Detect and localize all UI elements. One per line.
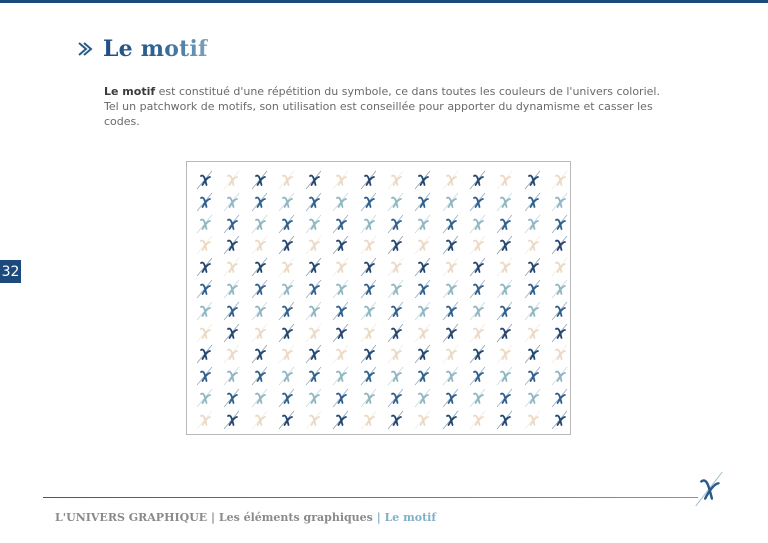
brand-symbol-icon (222, 214, 242, 234)
brand-symbol-icon (495, 410, 515, 430)
brand-symbol-icon (277, 323, 297, 343)
brand-symbol-icon (195, 344, 215, 364)
brand-symbol-icon (331, 279, 351, 299)
brand-symbol-icon (495, 279, 515, 299)
page-number-tab (0, 260, 21, 283)
brand-symbol-icon (386, 366, 406, 386)
brand-symbol-icon (277, 170, 297, 190)
brand-symbol-icon (222, 410, 242, 430)
brand-symbol-icon (413, 388, 433, 408)
brand-symbol-icon (195, 323, 215, 343)
brand-symbol-icon (277, 257, 297, 277)
brand-symbol-icon (250, 344, 270, 364)
brand-symbol-icon (523, 366, 543, 386)
brand-symbol-icon (359, 323, 379, 343)
brand-symbol-icon (468, 257, 488, 277)
brand-symbol-icon (195, 192, 215, 212)
brand-symbol-icon (495, 301, 515, 321)
brand-symbol-icon (523, 323, 543, 343)
brand-symbol-icon (304, 192, 324, 212)
brand-symbol-icon (359, 279, 379, 299)
brand-symbol-icon (523, 344, 543, 364)
brand-symbol-icon (523, 257, 543, 277)
brand-symbol-icon (359, 410, 379, 430)
brand-symbol-icon (468, 170, 488, 190)
brand-symbol-icon (495, 170, 515, 190)
brand-symbol-icon (468, 366, 488, 386)
brand-symbol-icon (413, 323, 433, 343)
brand-symbol-icon (413, 301, 433, 321)
brand-symbol-icon (441, 388, 461, 408)
brand-symbol-icon (304, 366, 324, 386)
brand-symbol-icon (413, 235, 433, 255)
brand-symbol-icon (468, 323, 488, 343)
brand-symbol-icon (195, 388, 215, 408)
brand-symbol-icon (550, 366, 570, 386)
brand-symbol-icon (495, 323, 515, 343)
breadcrumb-separator: | (372, 511, 385, 524)
brand-symbol-icon (495, 192, 515, 212)
brand-symbol-icon (359, 170, 379, 190)
brand-symbol-icon (277, 301, 297, 321)
brand-symbol-icon (359, 235, 379, 255)
brand-symbol-icon (277, 192, 297, 212)
pattern-preview-box (186, 161, 571, 435)
brand-symbol-icon (690, 470, 728, 508)
brand-symbol-icon (468, 410, 488, 430)
brand-symbol-icon (195, 279, 215, 299)
brand-symbol-icon (250, 279, 270, 299)
brand-symbol-icon (413, 257, 433, 277)
brand-symbol-icon (523, 410, 543, 430)
brand-symbol-icon (523, 170, 543, 190)
brand-symbol-icon (386, 344, 406, 364)
brand-symbol-icon (195, 214, 215, 234)
brand-symbol-icon (441, 410, 461, 430)
brand-symbol-icon (413, 192, 433, 212)
breadcrumb-subsection: Les éléments graphiques (218, 511, 373, 524)
brand-symbol-icon (468, 192, 488, 212)
brand-symbol-icon (386, 192, 406, 212)
brand-symbol-icon (413, 366, 433, 386)
brand-symbol-icon (277, 410, 297, 430)
footer-breadcrumb (55, 511, 436, 524)
brand-symbol-icon (413, 214, 433, 234)
brand-symbol-icon (250, 323, 270, 343)
brand-symbol-icon (441, 170, 461, 190)
brand-symbol-icon (359, 257, 379, 277)
brand-symbol-icon (277, 279, 297, 299)
brand-symbol-icon (331, 170, 351, 190)
brand-symbol-icon (331, 344, 351, 364)
brand-symbol-icon (386, 301, 406, 321)
brand-symbol-icon (195, 235, 215, 255)
brand-symbol-icon (523, 301, 543, 321)
top-accent-bar (0, 0, 768, 3)
brand-symbol-icon (304, 279, 324, 299)
brand-symbol-icon (523, 235, 543, 255)
brand-symbol-icon (222, 279, 242, 299)
brand-symbol-icon (523, 214, 543, 234)
brand-symbol-icon (550, 192, 570, 212)
brand-symbol-icon (550, 344, 570, 364)
brand-symbol-icon (413, 410, 433, 430)
brand-symbol-icon (359, 214, 379, 234)
brand-symbol-icon (386, 235, 406, 255)
brand-symbol-icon (250, 301, 270, 321)
brand-symbol-icon (331, 235, 351, 255)
brand-symbol-icon (386, 170, 406, 190)
brand-symbol-icon (413, 344, 433, 364)
brand-symbol-icon (250, 366, 270, 386)
title-row (77, 36, 208, 62)
brand-symbol-icon (495, 235, 515, 255)
brand-symbol-icon (277, 388, 297, 408)
brand-symbol-icon (441, 214, 461, 234)
brand-symbol-icon (441, 344, 461, 364)
brand-symbol-icon (277, 366, 297, 386)
brand-symbol-icon (413, 279, 433, 299)
brand-symbol-icon (250, 388, 270, 408)
brand-symbol-icon (550, 301, 570, 321)
brand-symbol-icon (550, 214, 570, 234)
brand-symbol-icon (441, 366, 461, 386)
brand-symbol-icon (222, 301, 242, 321)
brand-symbol-icon (468, 301, 488, 321)
brand-symbol-icon (386, 214, 406, 234)
brand-symbol-icon (495, 257, 515, 277)
brand-symbol-icon (250, 410, 270, 430)
brand-symbol-icon (441, 301, 461, 321)
brand-symbol-icon (359, 301, 379, 321)
brand-symbol-icon (222, 170, 242, 190)
brand-symbol-icon (222, 235, 242, 255)
double-chevron-right-icon (77, 40, 93, 58)
brand-symbol-icon (331, 410, 351, 430)
intro-text: est constitué d'une répétition du symbole, ce dans toutes les couleurs de l'univers coloriel. Tel un patchwork de motifs, son utilisation est conseillée pour apporter du dynamisme et casser les codes. (104, 85, 660, 128)
brand-symbol-icon (495, 388, 515, 408)
brand-symbol-icon (386, 323, 406, 343)
brand-symbol-icon (468, 235, 488, 255)
brand-symbol-icon (304, 323, 324, 343)
brand-symbol-icon (495, 366, 515, 386)
brand-symbol-icon (250, 235, 270, 255)
brand-symbol-icon (468, 388, 488, 408)
brand-symbol-icon (195, 257, 215, 277)
brand-symbol-icon (550, 323, 570, 343)
brand-symbol-icon (331, 301, 351, 321)
brand-symbol-icon (523, 388, 543, 408)
brand-symbol-icon (495, 344, 515, 364)
intro-paragraph (104, 84, 664, 129)
brand-symbol-icon (441, 323, 461, 343)
brand-symbol-icon (250, 170, 270, 190)
brand-symbol-icon (277, 214, 297, 234)
brand-symbol-icon (359, 344, 379, 364)
brand-symbol-icon (441, 279, 461, 299)
brand-symbol-icon (222, 323, 242, 343)
breadcrumb-separator: | (207, 511, 219, 524)
brand-symbol-icon (495, 214, 515, 234)
brand-symbol-icon (550, 388, 570, 408)
brand-symbol-icon (359, 366, 379, 386)
brand-symbol-icon (222, 257, 242, 277)
brand-symbol-icon (222, 344, 242, 364)
brand-symbol-icon (413, 170, 433, 190)
brand-symbol-icon (277, 235, 297, 255)
brand-symbol-icon (550, 257, 570, 277)
brand-symbol-icon (331, 192, 351, 212)
brand-symbol-icon (359, 388, 379, 408)
page-number: 32 (1, 263, 20, 280)
brand-symbol-icon (386, 279, 406, 299)
brand-symbol-icon (386, 410, 406, 430)
brand-symbol-icon (550, 170, 570, 190)
brand-symbol-icon (550, 235, 570, 255)
brand-symbol-icon (304, 257, 324, 277)
brand-symbol-icon (195, 366, 215, 386)
brand-symbol-icon (331, 323, 351, 343)
brand-symbol-icon (304, 301, 324, 321)
brand-symbol-icon (523, 192, 543, 212)
brand-symbol-icon (277, 344, 297, 364)
pattern-grid (195, 170, 577, 432)
brand-symbol-icon (304, 170, 324, 190)
footer-divider (43, 497, 698, 498)
brand-symbol-icon (441, 235, 461, 255)
brand-symbol-icon (331, 388, 351, 408)
brand-symbol-icon (222, 192, 242, 212)
brand-symbol-icon (304, 410, 324, 430)
brand-symbol-icon (222, 388, 242, 408)
page-title: Le motif (103, 36, 208, 62)
brand-symbol-icon (195, 170, 215, 190)
brand-symbol-icon (250, 214, 270, 234)
brand-symbol-icon (331, 214, 351, 234)
brand-symbol-icon (359, 192, 379, 212)
brand-symbol-icon (195, 301, 215, 321)
brand-symbol-icon (331, 366, 351, 386)
brand-symbol-icon (304, 344, 324, 364)
brand-symbol-icon (468, 214, 488, 234)
brand-symbol-icon (550, 279, 570, 299)
brand-symbol-icon (304, 235, 324, 255)
brand-symbol-icon (304, 214, 324, 234)
brand-symbol-icon (386, 257, 406, 277)
brand-symbol-icon (386, 388, 406, 408)
brand-symbol-icon (250, 257, 270, 277)
brand-symbol-icon (195, 410, 215, 430)
brand-symbol-icon (523, 279, 543, 299)
brand-symbol-icon (304, 388, 324, 408)
brand-symbol-icon (468, 279, 488, 299)
brand-symbol-icon (441, 192, 461, 212)
breadcrumb-current: Le motif (384, 511, 437, 524)
brand-symbol-icon (222, 366, 242, 386)
brand-symbol-icon (331, 257, 351, 277)
intro-bold-lead: Le motif (104, 85, 156, 98)
breadcrumb-section: L'UNIVERS GRAPHIQUE (55, 511, 208, 524)
brand-symbol-icon (441, 257, 461, 277)
brand-symbol-icon (468, 344, 488, 364)
brand-symbol-icon (250, 192, 270, 212)
brand-symbol-icon (550, 410, 570, 430)
